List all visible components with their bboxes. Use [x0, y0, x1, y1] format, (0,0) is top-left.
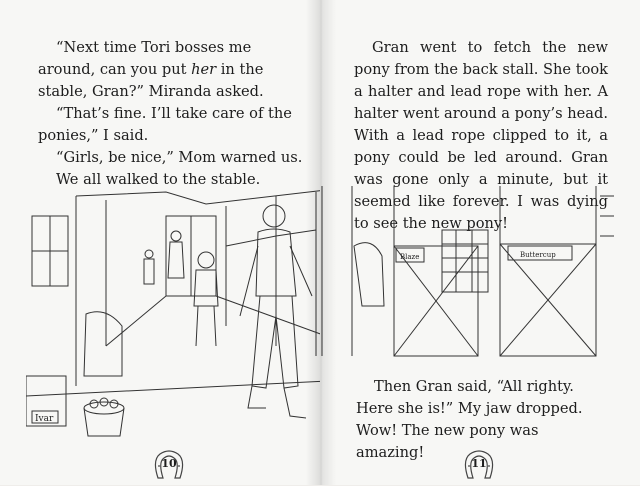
paragraph: “Girls, be nice,” Mom warned us. — [56, 149, 303, 166]
paragraph: “That’s fine. I’ll take care of the ponies,” I said. — [38, 105, 292, 144]
stall-doors-illustration — [312, 186, 614, 362]
stable-aisle-illustration — [26, 186, 328, 448]
paragraph: Then Gran said, “All righty. Here she is!” My jaw dropped. Wow! The new pony was amazing! — [356, 378, 583, 461]
paragraph: “Next time Tori bosses me around, can you put her in the stable, Gran?” Miranda asked. — [38, 39, 264, 100]
page-number-left: 10 — [150, 448, 188, 482]
left-page — [0, 0, 320, 485]
paragraph: We all walked to the stable. — [56, 171, 261, 188]
emphasis-word: her — [191, 61, 217, 78]
paragraph: Gran went to fetch the new pony from the back stall. She took a halter and lead rope with her. A halter went around a pony’s head. With a lead rope clipped to it, a pony could be led around. Gran was gone only a minute, but it seemed like forever. I was dying to see the new pony! — [354, 39, 608, 232]
stall-sign-blaze: Blaze — [400, 253, 420, 261]
page-number-right: 11 — [460, 448, 498, 482]
trunk-label: Ivar — [35, 414, 54, 424]
left-page-text — [38, 37, 306, 191]
stall-sign-buttercup: Buttercup — [520, 251, 556, 259]
